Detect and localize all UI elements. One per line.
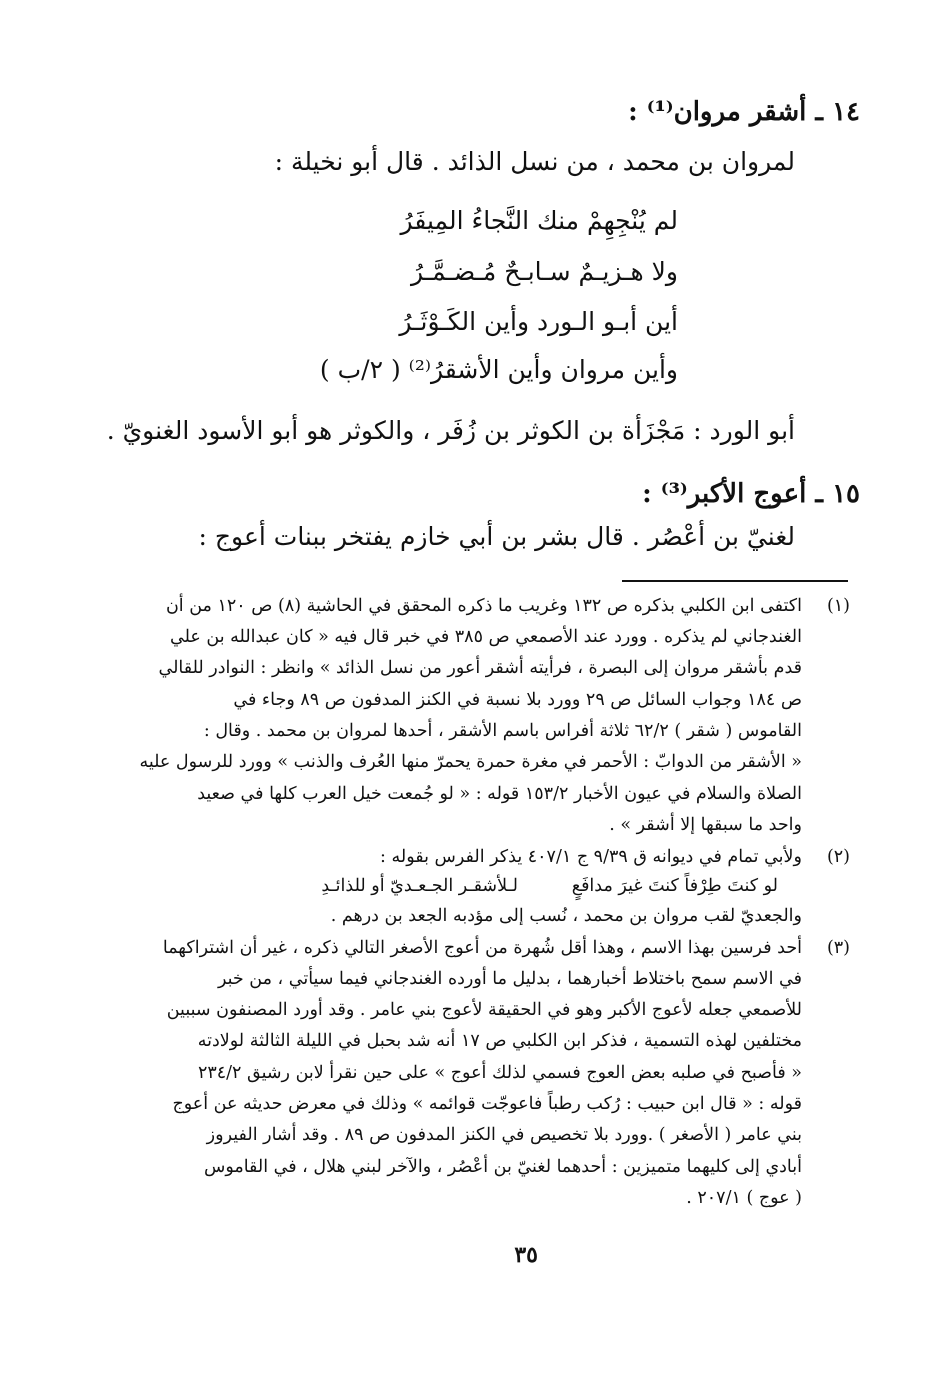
footnote-1-line: اكتفى ابن الكلبي بذكره ص ١٣٢ وغريب ما ذكره المحقق في الحاشية (٨) ص ١٢٠ من أن (165, 596, 802, 616)
footnote-2-line: والجعديّ لقب مروان بن محمد ، نُسب إلى مؤدبه الجعد بن درهم . (330, 906, 802, 926)
footnote-3-line: ( عوج ) ٢٠٧/١ . (686, 1188, 802, 1208)
footnote-separator (622, 580, 848, 582)
entry-15-number: ١٥ ـ (815, 479, 860, 509)
verse-line-1: لم يُنْجِهِمْ منك النَّجاءُ المِيفَرُ (400, 206, 678, 235)
footnote-3-line: « فأصبح في صلبه بعض العوج فسمي لذلك أعوج » على حين نقرأ لابن رشيق ٢٣٤/٢ (197, 1063, 802, 1083)
footnote-3-line: للأصمعي جعله لأعوج الأكبر وهو في الحقيقة لأعوج بني عامر . وقد أورد المصنفون سببين (166, 1000, 802, 1020)
entry-15-title: أعوج الأكبر⁽³⁾ : (642, 479, 807, 509)
footnote-1-line: « الأشقر من الدوابّ : الأحمر في مغرة حمرة يحمرّ منها العُرف والذنب » وورد للرسول عليه (139, 752, 802, 772)
footnote-1-line: قدم بأشقر مروان إلى البصرة ، فرأيته أشقر أعور من نسل الذائد » وانظر : النوادر للقالي (158, 658, 802, 678)
footnote-2-verse-first-half: لو كنتَ طِرْفاً كنتَ غيرَ مدافَعٍ (571, 876, 778, 896)
entry-14-intro: لمروان بن محمد ، من نسل الذائد . قال أبو نخيلة : (274, 147, 795, 176)
footnote-3-line: في الاسم سمح باختلاط أخبارهما ، بدليل ما أورده الغندجاني فيما سيأتي ، من خبر (217, 969, 802, 989)
footnote-3-line: أحد فرسين بهذا الاسم ، وهذا أقل شُهرة من أعوج الأصغر التالي ذكره ، غير أن اشتراكهما (162, 938, 802, 958)
verse-line-3: أين أبـو الـورد وأين الكَـوْثَـرُ (399, 307, 678, 336)
footnote-1-marker: (١) (826, 596, 850, 616)
footnote-3-line: أبادي إلى كليهما متميزين : أحدهما لغنيّ بن أعْصُر ، والآخر لبني هلال ، في القاموس (203, 1157, 802, 1177)
footnote-1-line: ص ١٨٤ وجواب السائل ص ٢٩ وورد بلا نسبة في الكنز المدفون ص ٨٩ وجاء في (233, 690, 802, 710)
footnote-3-line: مختلفين لهذه التسمية ، فذكر ابن الكلبي ص ١٧ أنه شد بحبل في الليلة الثالثة لولادته (197, 1031, 802, 1051)
verse-line-2: ولا هـزيـمٌ سـابـحٌ مُـضـمَّـرُ (411, 257, 678, 286)
footnote-1-line: القاموس ( شقر ) ٦٢/٢ ثلاثة أفراس باسم الأشقر ، أحدها لمروان بن محمد . وقال : (203, 721, 802, 741)
entry-14-note: أبو الورد : مَجْزَأة بن الكوثر بن زُفَر ، والكوثر هو أبو الأسود الغنويّ . (106, 416, 795, 445)
entry-14-number: ١٤ ـ (815, 97, 860, 127)
footnote-2-line: ولأبي تمام في ديوانه ق ٩/٣٩ ج ٤٠٧/١ يذكر الفرس بقوله : (380, 847, 802, 867)
entry-14-heading (628, 97, 860, 127)
entry-14-title: أشقر مروان⁽¹⁾ : (628, 97, 807, 127)
footnote-3-marker: (٣) (826, 938, 850, 958)
entry-15-intro: لغنيّ بن أعْصُر . قال بشر بن أبي خازم يفتخر ببنات أعوج : (198, 522, 795, 551)
footnote-1-line: الغندجاني لم يذكره . وورد عند الأصمعي ص ٣٨٥ في خبر قال فيه « كان عبدالله بن علي (170, 627, 802, 647)
footnote-1-line: الصلاة والسلام في عيون الأخبار ١٥٣/٢ قوله : « لو جُمعت خيل العرب كلها في صعيد (197, 784, 802, 804)
footnote-3-line: بني عامر ( الأصغر ) .وورد بلا تخصيص في الكنز المدفون ص ٨٩ . وقد أشار الفيروز (206, 1125, 802, 1145)
footnote-3-line: قوله : « قال ابن حبيب : رُكب رطباً فاعوجّت قوائمه » وذلك في معرض حديثه عن أعوج (172, 1094, 802, 1114)
verse-line-4: وأين مروان وأين الأشقرُ⁽²⁾ ( ٢/ب ) (319, 355, 678, 384)
page-number: ٣٥ (514, 1242, 538, 1268)
footnote-2-marker: (٢) (826, 847, 850, 867)
footnote-2-verse-second-half: لـلأشقـر الجـعـديّ أو للذائـدِ (321, 876, 518, 896)
footnote-1-line: واحد ما سبقها إلا أشقر » . (609, 815, 802, 835)
entry-15-heading (642, 479, 860, 509)
